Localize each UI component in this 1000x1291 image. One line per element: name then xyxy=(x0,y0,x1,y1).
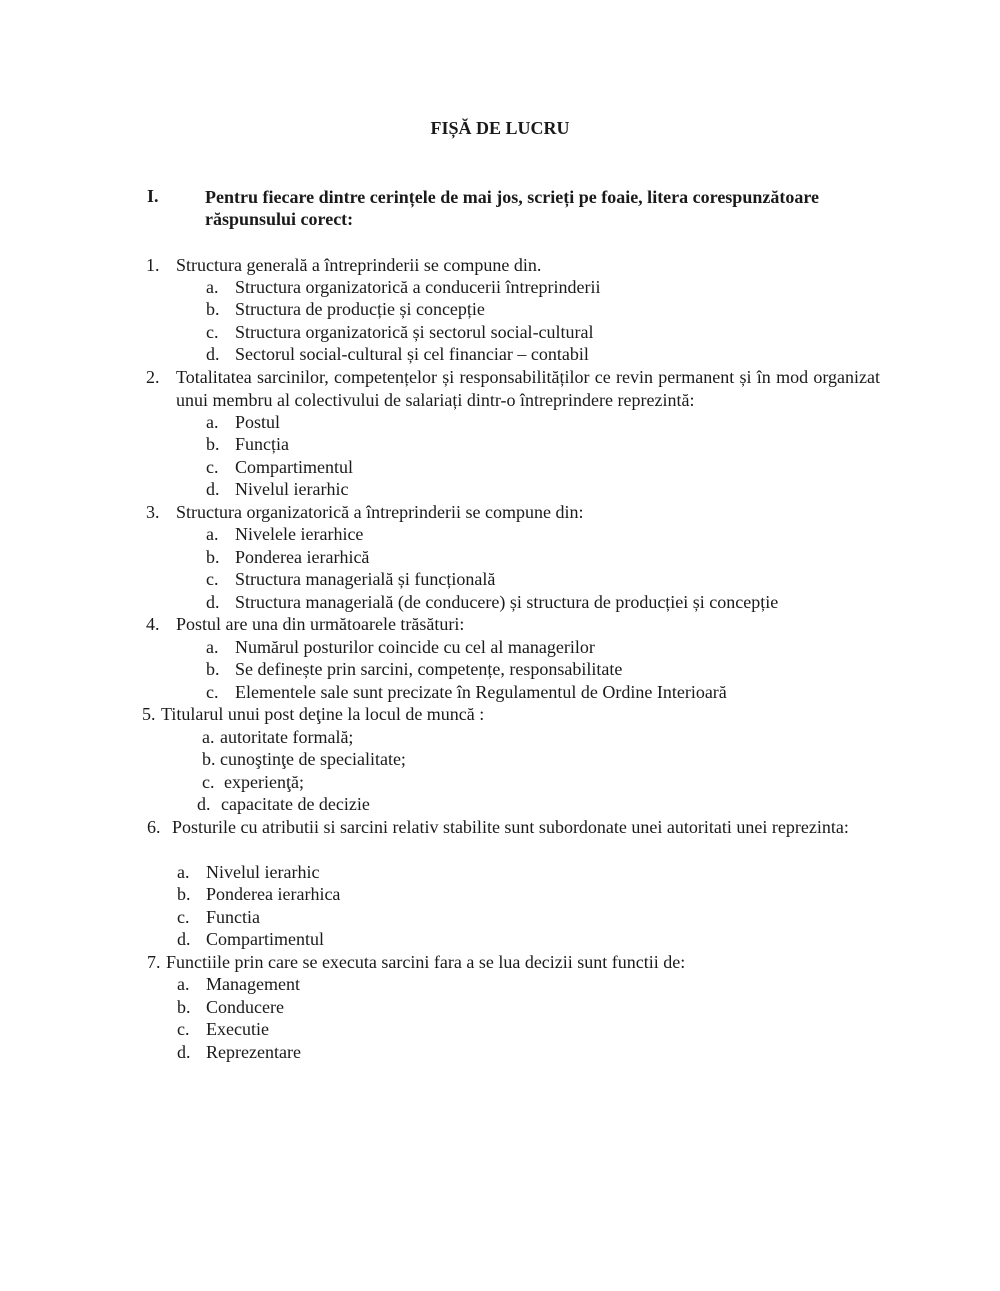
option-letter: a. xyxy=(177,974,190,994)
question-number: 1. xyxy=(146,255,160,275)
option-letter: c. xyxy=(177,907,190,927)
option-letter: a. xyxy=(202,727,215,747)
option-letter: a. xyxy=(177,862,190,882)
option-text: Sectorul social-cultural și cel financiar – contabil xyxy=(235,344,589,364)
option-letter: d. xyxy=(206,344,220,364)
question-text: Postul are una din următoarele trăsături: xyxy=(176,614,465,634)
option-text: Reprezentare xyxy=(206,1042,301,1062)
option-letter: d. xyxy=(206,479,220,499)
section-instruction: Pentru fiecare dintre cerințele de mai jos, scrieți pe foaie, litera corespunzătoare răspunsului corect: xyxy=(205,187,819,229)
option-text: Structura organizatorică și sectorul social-cultural xyxy=(235,322,594,342)
option-letter: a. xyxy=(206,277,219,297)
option-text: Executie xyxy=(206,1019,269,1039)
question-number: 3. xyxy=(146,502,160,522)
question-number: 6. xyxy=(147,817,161,837)
question-text: Structura organizatorică a întreprinderii se compune din: xyxy=(176,502,584,522)
option-text: Structura managerială (de conducere) și structura de producției și concepție xyxy=(235,592,779,612)
question-text: Titularul unui post deţine la locul de muncă : xyxy=(161,704,485,724)
option-text: Postul xyxy=(235,412,281,432)
option-letter: b. xyxy=(206,434,220,454)
option-text: Nivelul ierarhic xyxy=(206,862,320,882)
option-letter: b. xyxy=(206,659,220,679)
option-text: Nivelele ierarhice xyxy=(235,524,364,544)
option-letter: c. xyxy=(206,682,219,702)
question-number: 5. xyxy=(142,704,156,724)
option-text: Structura managerială și funcțională xyxy=(235,569,496,589)
question-text: Structura generală a întreprinderii se compune din. xyxy=(176,255,542,275)
page-title: FIȘĂ DE LUCRU xyxy=(430,118,570,138)
option-letter: c. xyxy=(206,322,219,342)
option-text: experienţă; xyxy=(224,772,304,792)
option-text: Conducere xyxy=(206,997,284,1017)
option-text: Structura organizatorică a conducerii întreprinderii xyxy=(235,277,601,297)
option-text: Funcția xyxy=(235,434,289,454)
question-number: 4. xyxy=(146,614,160,634)
option-text: Structura de producție și concepție xyxy=(235,299,485,319)
option-text: Se definește prin sarcini, competențe, responsabilitate xyxy=(235,659,623,679)
option-letter: c. xyxy=(206,569,219,589)
question-number: 7. xyxy=(147,952,161,972)
option-text: Nivelul ierarhic xyxy=(235,479,349,499)
option-text: Functia xyxy=(206,907,260,927)
option-text: autoritate formală; xyxy=(220,727,354,747)
question-text: Functiile prin care se executa sarcini fara a se lua decizii sunt functii de: xyxy=(166,952,686,972)
option-letter: c. xyxy=(206,457,219,477)
option-letter: b. xyxy=(177,884,191,904)
option-letter: c. xyxy=(202,772,215,792)
option-letter: a. xyxy=(206,524,219,544)
option-text: Compartimentul xyxy=(206,929,324,949)
option-text: capacitate de decizie xyxy=(221,794,370,814)
option-text: Elementele sale sunt precizate în Regulamentul de Ordine Interioară xyxy=(235,682,727,702)
option-letter: b. xyxy=(202,749,216,769)
option-text: Numărul posturilor coincide cu cel al managerilor xyxy=(235,637,595,657)
option-letter: d. xyxy=(206,592,220,612)
option-letter: b. xyxy=(177,997,191,1017)
option-letter: c. xyxy=(177,1019,190,1039)
section-number: I. xyxy=(147,186,159,206)
option-letter: d. xyxy=(177,1042,191,1062)
option-letter: a. xyxy=(206,412,219,432)
option-text: Ponderea ierarhică xyxy=(235,547,370,567)
option-letter: d. xyxy=(177,929,191,949)
option-text: cunoştinţe de specialitate; xyxy=(220,749,406,769)
question-text: Totalitatea sarcinilor, competențelor și responsabilităților ce revin permanent și în mod organizat unui membru al colectivului de salariați dintr-o întreprindere reprezintă: xyxy=(176,367,880,410)
option-letter: b. xyxy=(206,299,220,319)
option-letter: a. xyxy=(206,637,219,657)
option-text: Compartimentul xyxy=(235,457,353,477)
option-letter: b. xyxy=(206,547,220,567)
option-text: Management xyxy=(206,974,300,994)
option-letter: d. xyxy=(197,794,211,814)
question-number: 2. xyxy=(146,367,160,387)
option-text: Ponderea ierarhica xyxy=(206,884,341,904)
question-text: Posturile cu atributii si sarcini relativ stabilite sunt subordonate unei autoritati unei reprezinta: xyxy=(172,817,849,837)
